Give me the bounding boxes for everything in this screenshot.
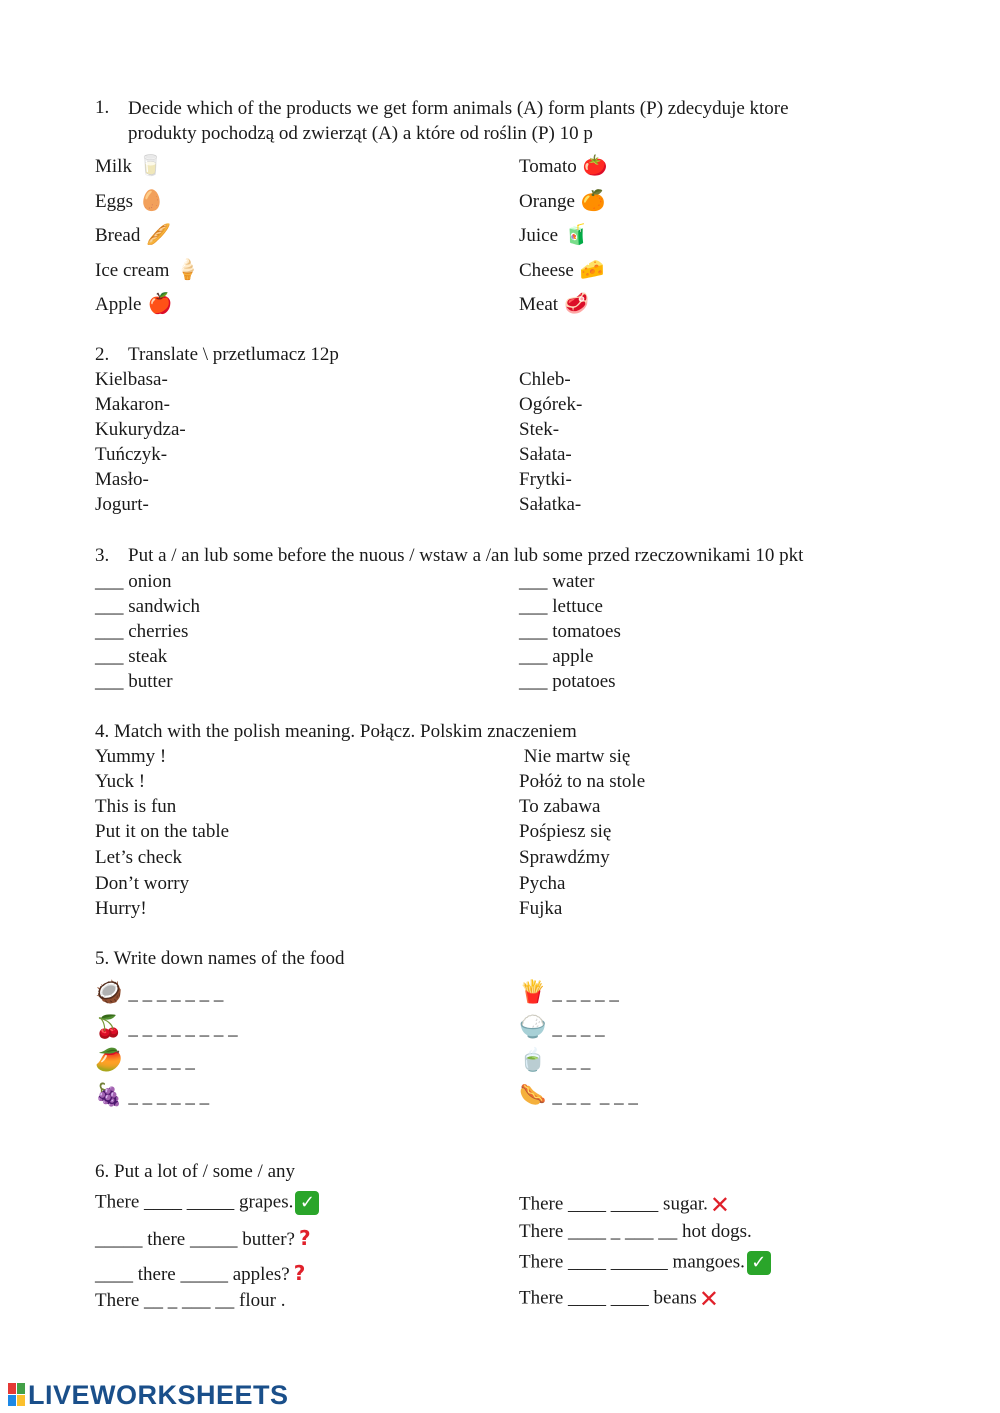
task4-phrase: Let’s check: [95, 847, 183, 868]
task1-item-label: Eggs: [95, 191, 133, 212]
task2-word: Masło-: [95, 469, 149, 490]
task3-title: Put a / an lub some before the nuous / wstaw a /an lub some przed rzeczownikami 10 pkt: [128, 545, 804, 566]
bread-icon: 🥖: [146, 222, 172, 246]
answer-blank[interactable]: _ _ _ _ _ _ _: [128, 983, 224, 1004]
task3-item: ___ cherries: [95, 621, 189, 642]
task5-item: [519, 1083, 638, 1108]
task2-word: Chleb-: [519, 369, 571, 390]
task1-item-label: Ice cream: [95, 260, 170, 281]
task1-item-label: Meat: [519, 294, 559, 315]
task6-sentence-text: _____ there _____ butter?: [95, 1229, 295, 1250]
task1-item: [95, 291, 172, 316]
task4-meaning: Pośpiesz się: [519, 821, 612, 842]
task6-sentence-text: There ____ ______ mangoes.: [519, 1251, 745, 1273]
task6-sentence: [519, 1285, 719, 1313]
check-icon: ✓: [747, 1251, 771, 1275]
task5-item: [519, 1048, 590, 1073]
task3-item: ___ steak: [95, 646, 168, 667]
task3-item: ___ sandwich: [95, 596, 201, 617]
mango-icon: 🥭: [95, 1048, 123, 1073]
task4-phrase: Yummy !: [95, 746, 167, 767]
task1-item-label: Cheese: [519, 260, 574, 281]
task6-sentence: [519, 1191, 730, 1219]
task5-title: 5. Write down names of the food: [95, 948, 345, 969]
task6-sentence-text: There ____ _____ grapes.: [95, 1191, 294, 1213]
task6-sentence: [95, 1261, 305, 1286]
answer-blank[interactable]: _ _ _: [552, 1051, 591, 1072]
task5-item: [95, 1048, 195, 1073]
task5-item: [95, 1083, 209, 1108]
task6-sentence-text: There ____ ____ beans: [519, 1287, 697, 1309]
task4-title: 4. Match with the polish meaning. Połącz. Polskim znaczeniem: [95, 721, 577, 742]
task6-sentence-text: There __ _ ___ __ flour .: [95, 1290, 286, 1311]
task3-item: ___ tomatoes: [519, 621, 621, 642]
question-mark-icon: ?: [293, 1261, 306, 1285]
answer-blank[interactable]: _ _ _ _ _ _ _ _: [128, 1018, 238, 1039]
task4-phrase: This is fun: [95, 796, 177, 817]
task5-item: [95, 980, 223, 1005]
task3-number: 3.: [95, 545, 110, 566]
task3-item: ___ water: [519, 571, 595, 592]
task4-meaning: Sprawdźmy: [519, 847, 610, 868]
coconut-icon: 🥥: [95, 980, 123, 1005]
task4-phrase: Hurry!: [95, 898, 147, 919]
task3-item: ___ potatoes: [519, 671, 616, 692]
cheese-icon: 🧀: [579, 257, 605, 281]
task2-word: Sałata-: [519, 444, 572, 465]
task1-item: [519, 257, 605, 282]
grapes-icon: 🍇: [95, 1083, 123, 1108]
egg-icon: 🥚: [139, 188, 164, 212]
task1-item-label: Juice: [519, 225, 559, 246]
fries-icon: 🍟: [519, 980, 547, 1005]
answer-blank[interactable]: _ _ _ _: [552, 1018, 605, 1039]
task1-number: 1.: [95, 97, 110, 118]
logo-mark-icon: [8, 1383, 26, 1407]
task1-item: [519, 291, 589, 316]
task2-word: Stek-: [519, 419, 560, 440]
hot-dog-icon: 🌭: [519, 1083, 547, 1108]
question-mark-icon: ?: [298, 1226, 311, 1250]
task1-item-label: Orange: [519, 191, 575, 212]
task4-phrase: Yuck !: [95, 771, 146, 792]
task3-item: ___ apple: [519, 646, 594, 667]
juice-icon: 🧃: [564, 222, 589, 246]
task4-meaning: Nie martw się: [519, 746, 631, 767]
task1-item-label: Tomato: [519, 156, 577, 177]
task1-item: [95, 153, 163, 178]
task1-item: [95, 222, 171, 247]
task4-phrase: Don’t worry: [95, 873, 190, 894]
task6-title: 6. Put a lot of / some / any: [95, 1161, 296, 1182]
cross-icon: ✕: [709, 1191, 731, 1219]
logo-text: LIVEWORKSHEETS: [28, 1380, 289, 1410]
task1-item: [95, 257, 200, 282]
task1-item: [519, 153, 608, 178]
task4-phrase: Put it on the table: [95, 821, 230, 842]
check-icon: ✓: [295, 1191, 319, 1215]
task5-item: [519, 980, 619, 1005]
task1-item: [95, 188, 164, 213]
meat-icon: 🥩: [564, 291, 589, 315]
task2-word: Jogurt-: [95, 494, 149, 515]
orange-icon: 🍊: [580, 188, 606, 212]
task6-sentence-text: ____ there _____ apples?: [95, 1264, 290, 1285]
task2-word: Frytki-: [519, 469, 572, 490]
task6-sentence: [519, 1251, 771, 1275]
task2-word: Kielbasa-: [95, 369, 168, 390]
task2-word: Tuńczyk-: [95, 444, 168, 465]
task4-meaning: Fujka: [519, 898, 563, 919]
tea-icon: 🍵: [519, 1048, 547, 1073]
task5-item: [95, 1015, 238, 1040]
milk-icon: 🥛: [137, 153, 163, 177]
task2-word: Sałatka-: [519, 494, 582, 515]
task3-item: ___ lettuce: [519, 596, 603, 617]
answer-blank[interactable]: _ _ _ _ _ _: [128, 1086, 210, 1107]
task6-sentence: [95, 1191, 319, 1215]
task2-word: Ogórek-: [519, 394, 583, 415]
task2-title: Translate \ przetlumacz 12p: [128, 344, 339, 365]
task1-item: [519, 222, 589, 247]
task4-meaning: To zabawa: [519, 796, 601, 817]
cherries-icon: 🍒: [95, 1015, 123, 1040]
task4-meaning: Pycha: [519, 873, 566, 894]
answer-blank[interactable]: _ _ _ _ _: [552, 983, 619, 1004]
task1-item-label: Milk: [95, 156, 132, 177]
rice-icon: 🍚: [519, 1015, 547, 1040]
task1-item: [519, 188, 606, 213]
answer-blank[interactable]: _ _ _ _ _ _: [552, 1086, 638, 1107]
task2-word: Kukurydza-: [95, 419, 186, 440]
task2-number: 2.: [95, 344, 110, 365]
task2-word: Makaron-: [95, 394, 170, 415]
task6-sentence: [519, 1221, 752, 1243]
task1-instruction-line1: Decide which of the products we get form animals (A) form plants (P) zdecyduje ktore: [128, 98, 789, 119]
task6-sentence-text: There ____ _ ___ __ hot dogs.: [519, 1221, 752, 1242]
apple-icon: 🍎: [147, 291, 173, 315]
liveworksheets-logo: [8, 1380, 289, 1411]
task6-sentence: [95, 1226, 311, 1251]
task4-meaning: Połóż to na stole: [519, 771, 646, 792]
task1-item-label: Bread: [95, 225, 141, 246]
answer-blank[interactable]: _ _ _ _ _: [128, 1051, 195, 1072]
task3-item: ___ butter: [95, 671, 173, 692]
task1-instruction-line2: produkty pochodzą od zwierząt (A) a które od roślin (P) 10 p: [128, 123, 593, 144]
task6-sentence-text: There ____ _____ sugar.: [519, 1193, 708, 1215]
task1-instruction: [128, 96, 789, 146]
tomato-icon: 🍅: [582, 153, 608, 177]
ice-cream-icon: 🍦: [175, 257, 201, 281]
task6-sentence: [95, 1290, 285, 1312]
task5-item: [519, 1015, 605, 1040]
task3-item: ___ onion: [95, 571, 172, 592]
task1-item-label: Apple: [95, 294, 142, 315]
cross-icon: ✕: [698, 1285, 719, 1313]
